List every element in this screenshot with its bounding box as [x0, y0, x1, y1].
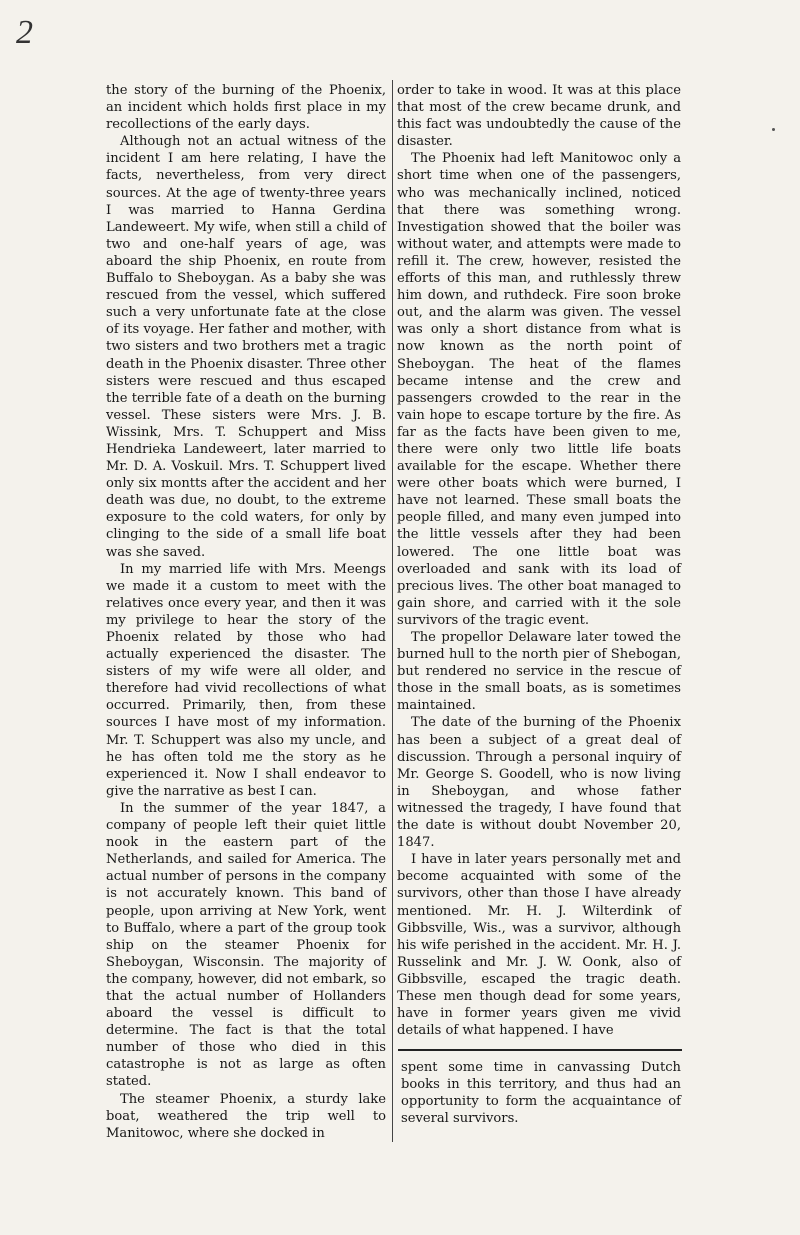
paragraph: order to take in wood. It was at this place that most of the crew became drunk, and this fact was undoubtedly the cause of the disaster.: [397, 83, 681, 150]
section-rule: [398, 1049, 682, 1051]
article-column-left: [106, 82, 386, 1142]
paragraph: In the summer of the year 1847, a company of people left their quiet little nook in the eastern part of the Netherlands, and sailed for America. The actual number of persons in the company is not accurately known. This band of people, upon arriving at New York, went to Buffalo, where a part of the group took ship on the steamer Phoenix for Sheboygan, Wisconsin. The majority of the company, however, did not embark, so that the actual number of Hollanders aboard the vessel is difficult to determine. The fact is that the total number of those who died in this catastrophe is not as large as often stated.: [106, 800, 386, 1090]
article-column-right: [397, 82, 681, 1039]
article-column-continuation: [401, 1059, 681, 1127]
paragraph: the story of the burning of the Phoenix, an incident which holds first place in my recollections of the early days.: [106, 83, 386, 133]
scan-speck: [772, 128, 775, 131]
column-divider: [392, 80, 393, 1142]
paragraph: The steamer Phoenix, a sturdy lake boat, weathered the trip well to Manitowoc, where she docked in: [106, 1091, 386, 1141]
paragraph: Although not an actual witness of the incident I am here relating, I have the facts, nevertheless, from very direct sources. At the age of twenty-three years I was married to Hanna Gerdina Landeweert. My wife, when still a child of two and one-half years of age, was aboard the ship Phoenix, en route from Buffalo to Sheboygan. As a baby she was rescued from the vessel, which suffered such a very unfortunate fate at the close of its voyage. Her father and mother, with two sisters and two brothers met a tragic death in the Phoenix disaster. Three other sisters were rescued and thus escaped the terrible fate of a death on the burning vessel. These sisters were Mrs. J. B. Wissink, Mrs. T. Schuppert and Miss Hendrieka Landeweert, later married to Mr. D. A. Voskuil. Mrs. T. Schuppert lived only six montts after the accident and her death was due, no doubt, to the extreme exposure to the cold waters, for only by clinging to the side of a small life boat was she saved.: [106, 134, 386, 560]
paragraph: In my married life with Mrs. Meengs we made it a custom to meet with the relatives once every year, and then it was my privilege to hear the story of the Phoenix related by those who had actually experienced the disaster. The sisters of my wife were all older, and therefore had vivid recollections of what occurred. Primarily, then, from these sources I have most of my information. Mr. T. Schuppert was also my uncle, and he has often told me the story as he experienced it. Now I shall endeavor to give the narrative as best I can.: [106, 561, 386, 799]
paragraph: The propellor Delaware later towed the burned hull to the north pier of Shebogan, but rendered no service in the rescue of those in the small boats, as is sometimes maintained.: [397, 630, 681, 714]
paragraph: I have in later years personally met and become acquainted with some of the survivors, other than those I have already mentioned. Mr. H. J. Wilterdink of Gibbsville, Wis., was a survivor, although his wife perished in the accident. Mr. H. J. Russelink and Mr. J. W. Oonk, also of Gibbsville, escaped the tragic death. These men though dead for some years, have in former years given me vivid details of what happened. I have: [397, 852, 681, 1039]
paragraph: The date of the burning of the Phoenix has been a subject of a great deal of discussion. Through a personal inquiry of Mr. George S. Goodell, who is now living in Sheboygan, and whose father witnessed the tragedy, I have found that the date is without doubt November 20, 1847.: [397, 715, 681, 851]
paragraph: spent some time in canvassing Dutch books in this territory, and thus had an opportunity to form the acquaintance of several survivors.: [401, 1060, 681, 1127]
paragraph: The Phoenix had left Manitowoc only a short time when one of the passengers, who was mechanically inclined, noticed that there was something wrong. Investigation showed that the boiler was without water, and attempts were made to refill it. The crew, however, resisted the efforts of this man, and ruthlessly threw him down, and ruthdeck. Fire soon broke out, and the alarm was given. The vessel was only a short distance from what is now known as the north point of Sheboygan. The heat of the flames became intense and the crew and passengers crowded to the rear in the vain hope to escape torture by the fire. As far as the facts have been given to me, there were only two little life boats available for the escape. Whether there were other boats which were burned, I have not learned. These small boats the people filled, and many even jumped into the little vessels after they had been lowered. The one little boat was overloaded and sank with its load of precious lives. The other boat managed to gain shore, and carried with it the sole survivors of the tragic event.: [397, 151, 681, 628]
page-number: 2: [16, 14, 33, 51]
